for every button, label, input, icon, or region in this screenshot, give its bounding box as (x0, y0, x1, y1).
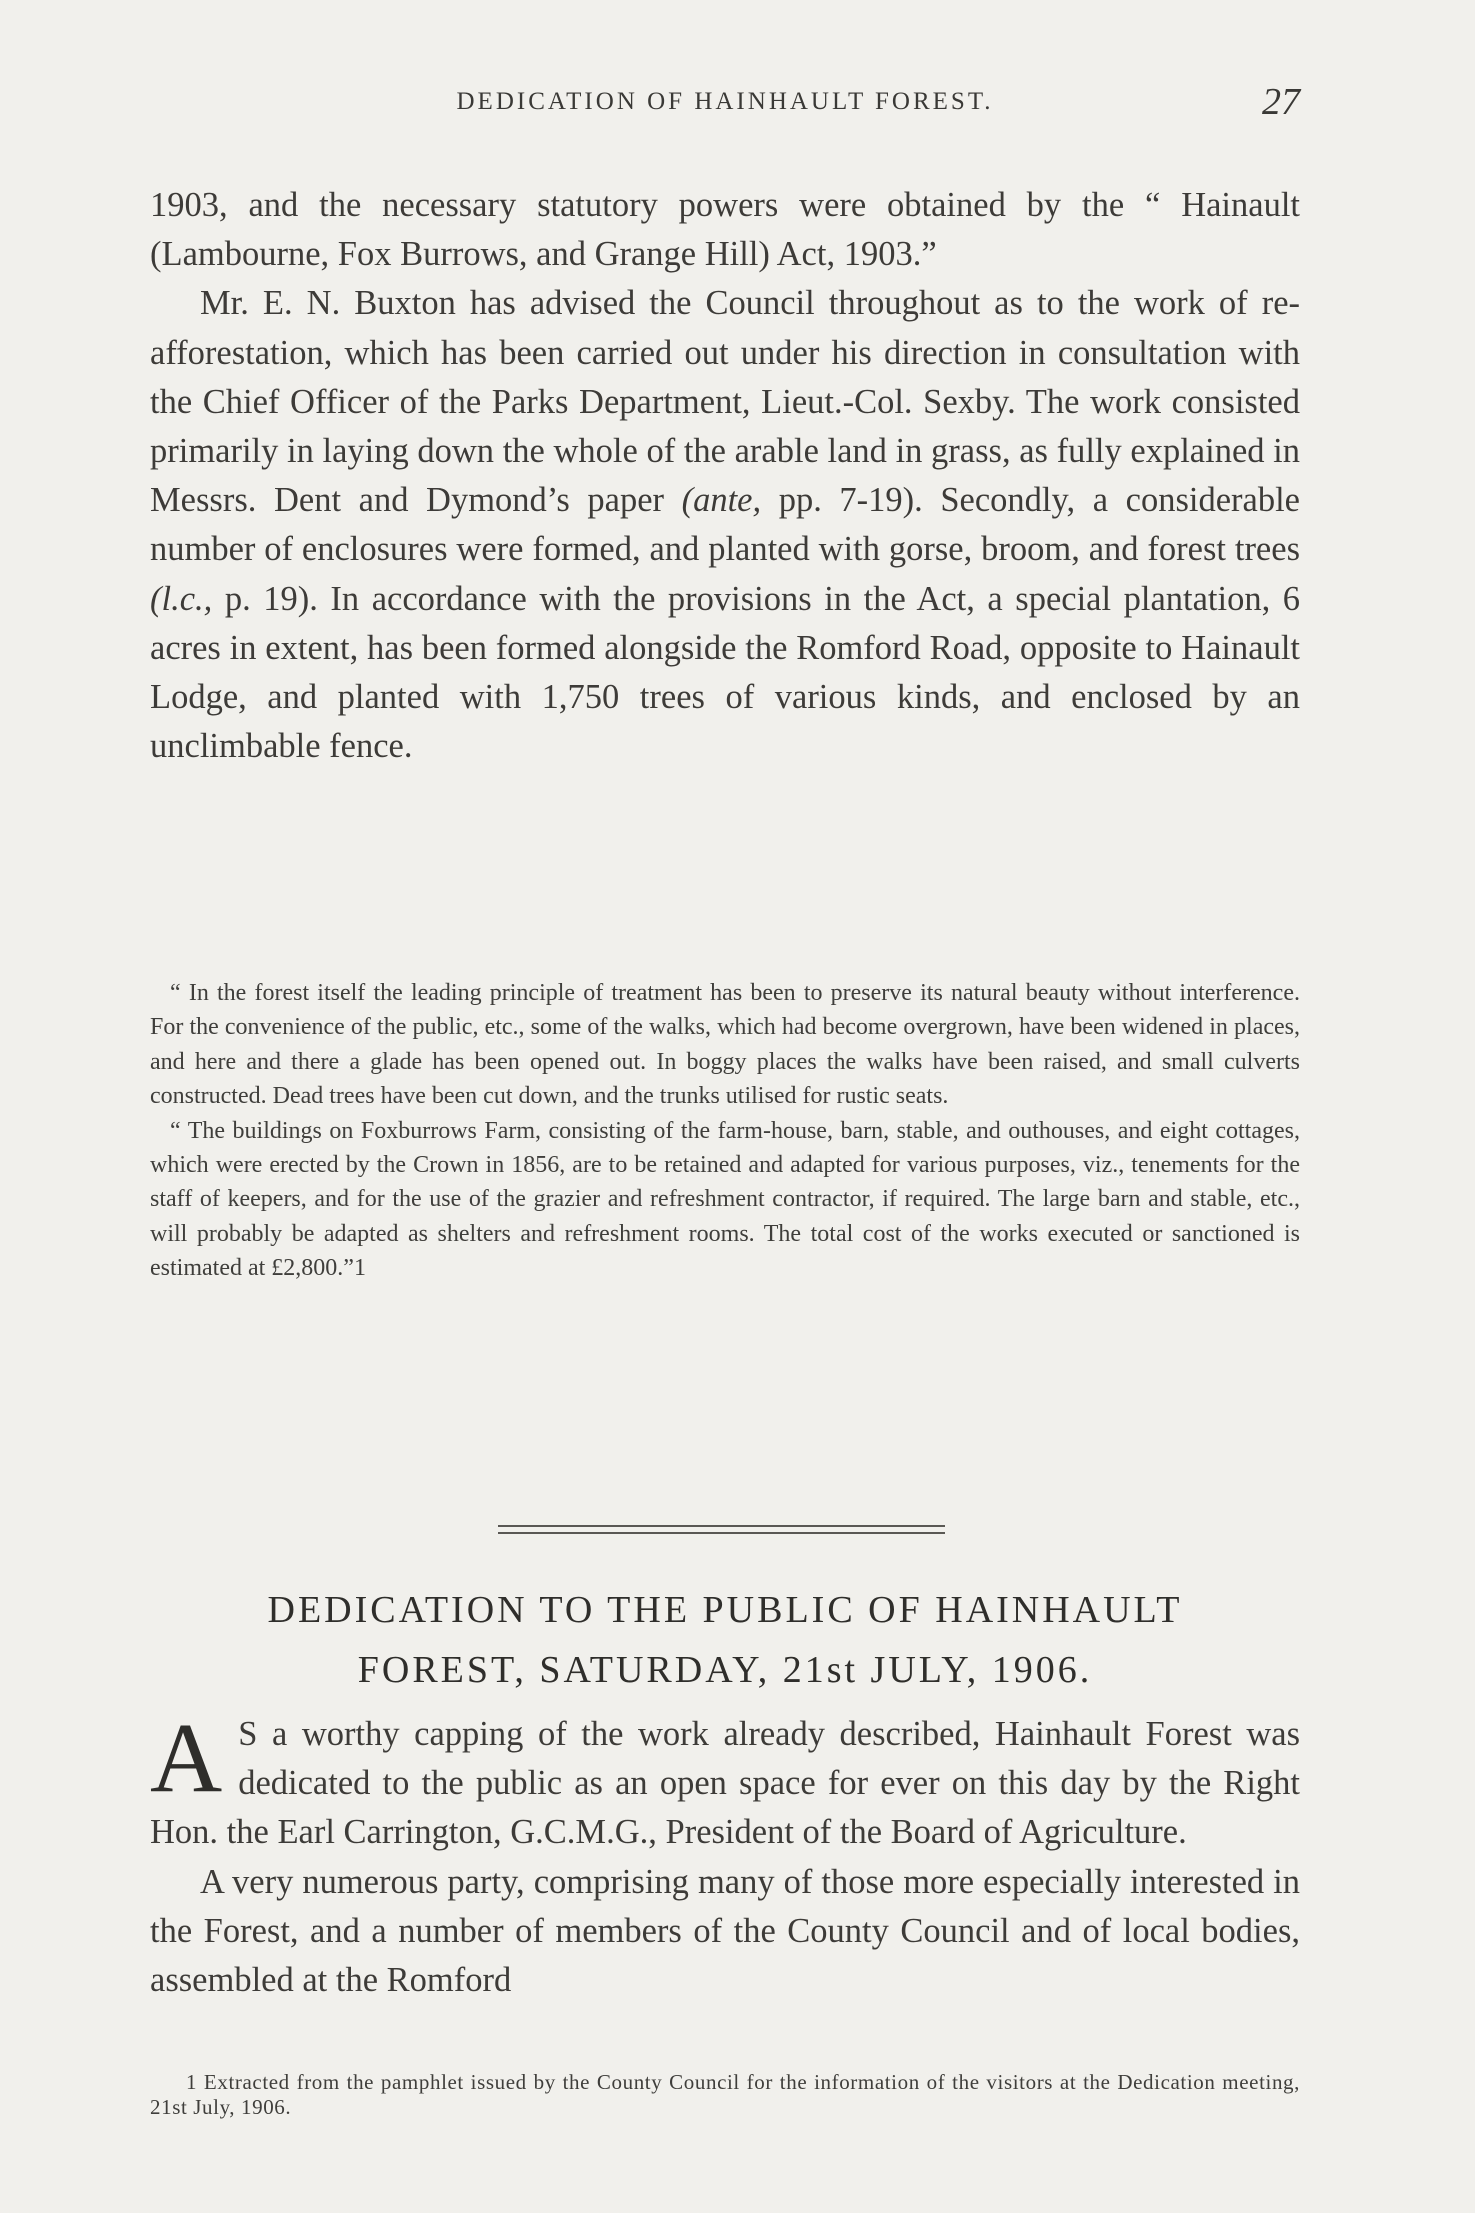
running-head (150, 81, 1300, 128)
paragraph-continuation: 1903, and the necessary statutory powers were obtained by the “ Hainault (Lambourne, Fox Burrows, and Grange Hill) Act, 1903.” (150, 186, 1300, 274)
quoted-extract (150, 976, 1300, 1286)
footnote-text: 1 Extracted from the pamphlet issued by the County Council for the information of the visitors at the Dedication meeting, 21st July, 1906. (150, 2070, 1300, 2119)
paragraph-dedication (150, 1702, 1300, 1858)
italic-lc: (l.c., (150, 579, 213, 618)
paragraph-text: Mr. E. N. Buxton has advised the Council throughout as to the work of re-afforestation, which has been carried out under his direction in consultation with the Chief Officer of the Parks Department, Lieut.-Col. Sexby. The work consisted primarily in laying down the whole of the arable land in grass, as fully explained in Messrs. Dent and Dymond’s paper (150, 284, 1300, 520)
running-title: DEDICATION OF HAINHAULT FOREST. (456, 88, 994, 115)
paragraph-text: pp. 7-19). Secondly, a considerable number of enclosures were formed, and planted with gorse, broom, and forest trees (150, 481, 1300, 569)
page-number: 27 (1262, 81, 1300, 123)
drop-cap: A (150, 1702, 223, 1813)
quote-paragraph-buildings: “ The buildings on Foxburrows Farm, consisting of the farm-house, barn, stable, and outhouses, and eight cottages, which were erected by the Crown in 1856, are to be retained and adapted for various purposes, viz., tenements for the staff of keepers, and for the use of the grazier and refreshment contractor, if required. The large barn and stable, etc., will probably be adapted as shelters and refreshment rooms. The total cost of the works executed or sanctioned is estimated at £2,800.”1 (150, 1117, 1300, 1282)
footnote (150, 2070, 1300, 2120)
paragraph-reafforestation (150, 279, 1300, 771)
section-heading-line2: FOREST, SATURDAY, 21st JULY, 1906. (357, 1649, 1093, 1691)
section-heading (150, 1580, 1300, 1700)
section-divider-bottom (498, 1532, 945, 1534)
section-text (150, 1702, 1300, 2005)
paragraph-text: S a worthy capping of the work already described, Hainhault Forest was dedicated to the public as an open space for ever on this day by the Right Hon. the Earl Carrington, G.C.M.G., President of the Board of Agriculture. (150, 1715, 1300, 1852)
italic-ante: (ante, (681, 481, 762, 520)
section-divider-top (498, 1525, 945, 1527)
main-text (150, 181, 1300, 771)
section-heading-line1: DEDICATION TO THE PUBLIC OF HAINHAULT (267, 1589, 1183, 1631)
paragraph-party: A very numerous party, comprising many of those more especially interested in the Forest, and a number of members of the County Council and of local bodies, assembled at the Romford (150, 1862, 1300, 2000)
paragraph-text: p. 19). In accordance with the provisions in the Act, a special plantation, 6 acres in extent, has been formed alongside the Romford Road, opposite to Hainault Lodge, and planted with 1,750 trees of various kinds, and enclosed by an unclimbable fence. (150, 579, 1300, 766)
quote-paragraph-forest: “ In the forest itself the leading principle of treatment has been to preserve its natural beauty without interference. For the convenience of the public, etc., some of the walks, which had become overgrown, have been widened in places, and here and there a glade has been opened out. In boggy places the walks have been raised, and small culverts constructed. Dead trees have been cut down, and the trunks utilised for rustic seats. (150, 980, 1300, 1110)
